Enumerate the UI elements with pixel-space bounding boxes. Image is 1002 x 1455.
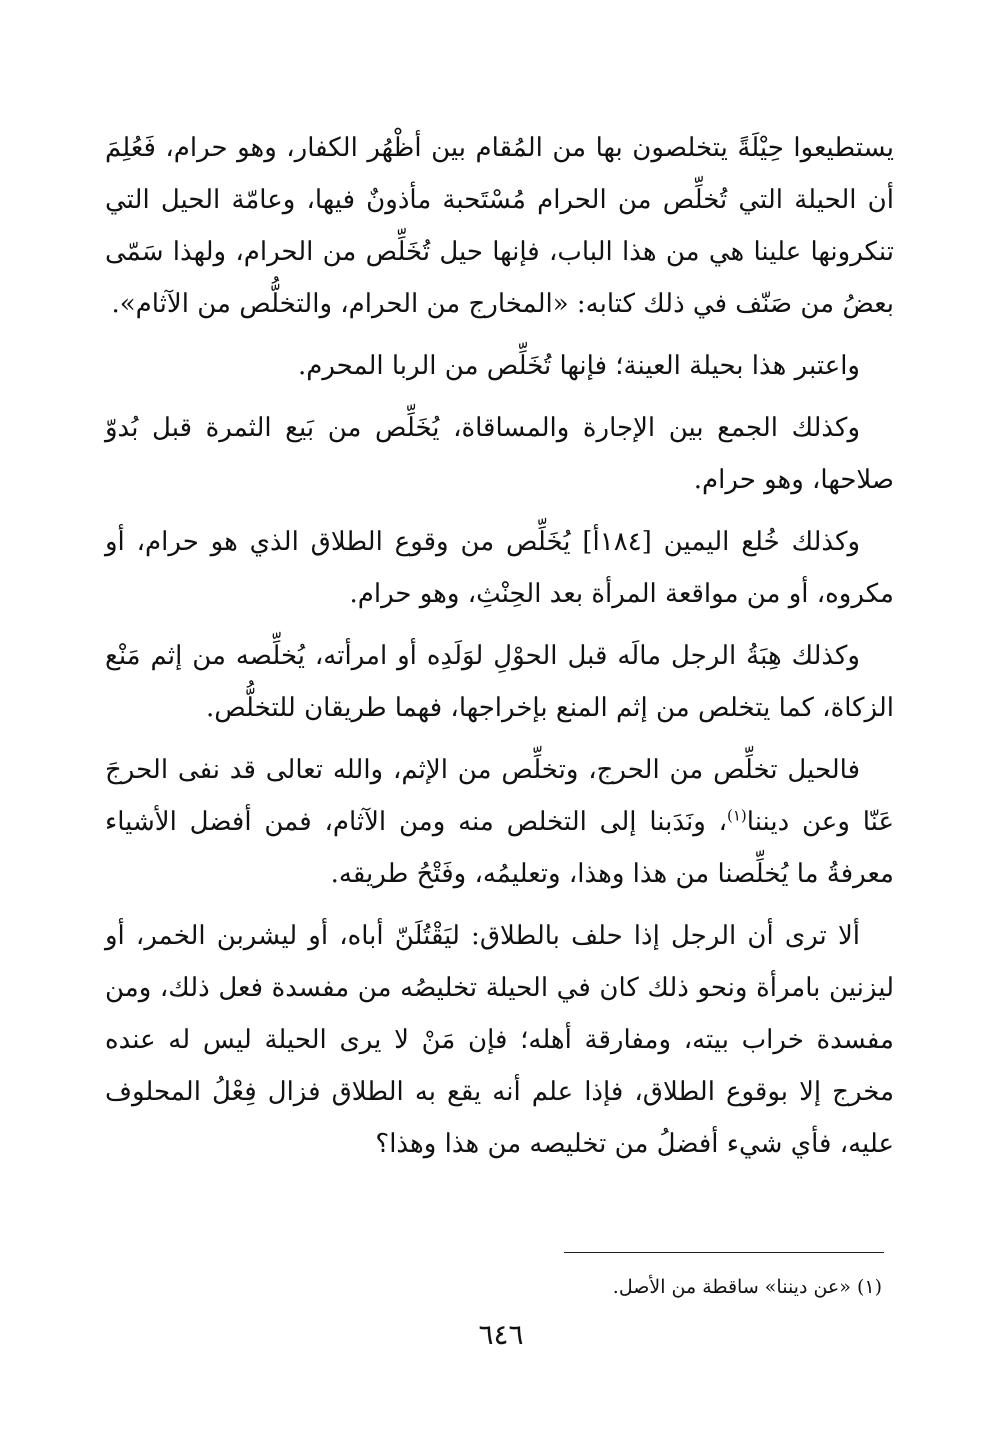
paragraph-3: وكذلك الجمع بين الإجارة والمساقاة، يُخَلِّص من بَيع الثمرة قبل بُدوّ صلاحها، وهو حرام.: [105, 413, 894, 495]
footnote-reference[interactable]: (١): [726, 806, 747, 825]
paragraph-1: يستطيعوا حِيْلَةً يتخلصون بها من المُقام بين أظْهُر الكفار، وهو حرام، فَعُلِمَ أن الحيلة التي تُخلِّص من الحرام مُسْتَحبة مأذونٌ فيها، وعامّة الحيل التي تنكرونها علينا هي من هذا الباب، فإنها حيل تُخَلِّص من الحرام، ولهذا سَمّى بعضُ من صَنّف في ذلك كتابه: «المخارج من الحرام، والتخلُّص من الآثام».: [105, 133, 894, 319]
footnote-text: «عن ديننا» ساقطة من الأصل.: [612, 1276, 851, 1298]
footnote: [105, 1272, 882, 1302]
paragraph-6-part-1: فالحيل تخلِّص من الحرج، وتخلِّص من الإثم، والله تعالى قد نفى الحرجَ عَنّا وعن ديننا: [105, 755, 894, 837]
paragraph-7: ألا ترى أن الرجل إذا حلف بالطلاق: ليَقْتُلَنّ أباه، أو ليشربن الخمر، أو ليزنين بامرأة ونحو ذلك كان في الحيلة تخليصُه من مفسدة فعل ذلك، ومن مفسدة خراب بيته، ومفارقة أهله؛ فإن مَنْ لا يرى الحيلة ليس له عنده مخرج إلا بوقوع الطلاق، فإذا علم أنه يقع به الطلاق فزال فِعْلُ المحلوف عليه، فأي شيء أفضلُ من تخليصه من هذا وهذا؟: [105, 921, 894, 1159]
footnote-marker: (١): [856, 1276, 882, 1298]
paragraph-5: وكذلك هِبَةُ الرجل مالَه قبل الحوْلِ لوَلَدِه أو امرأته، يُخلِّصه من إثم مَنْع الزكاة، كما يتخلص من إثم المنع بإخراجها، فهما طريقان للتخلُّص.: [105, 641, 894, 723]
paragraph-6: [105, 744, 894, 900]
footnote-divider: [564, 1252, 884, 1253]
paragraph-6-part-2: ، ونَدَبنا إلى التخلص منه ومن الآثام، فمن أفضل الأشياء معرفةُ ما يُخلِّصنا من هذا وهذا، وتعليمُه، وفَتْحُ طريقه.: [105, 807, 894, 889]
paragraph-4: وكذلك خُلع اليمين [١٨٤أ] يُخَلِّص من وقوع الطلاق الذي هو حرام، أو مكروه، أو من مواقعة المرأة بعد الحِنْثِ، وهو حرام.: [105, 527, 894, 609]
page-number: ٦٤٦: [478, 1318, 524, 1351]
main-text: [105, 122, 894, 1180]
paragraph-2: واعتبر هذا بحيلة العينة؛ فإنها تُخَلِّص من الربا المحرم.: [297, 351, 860, 381]
